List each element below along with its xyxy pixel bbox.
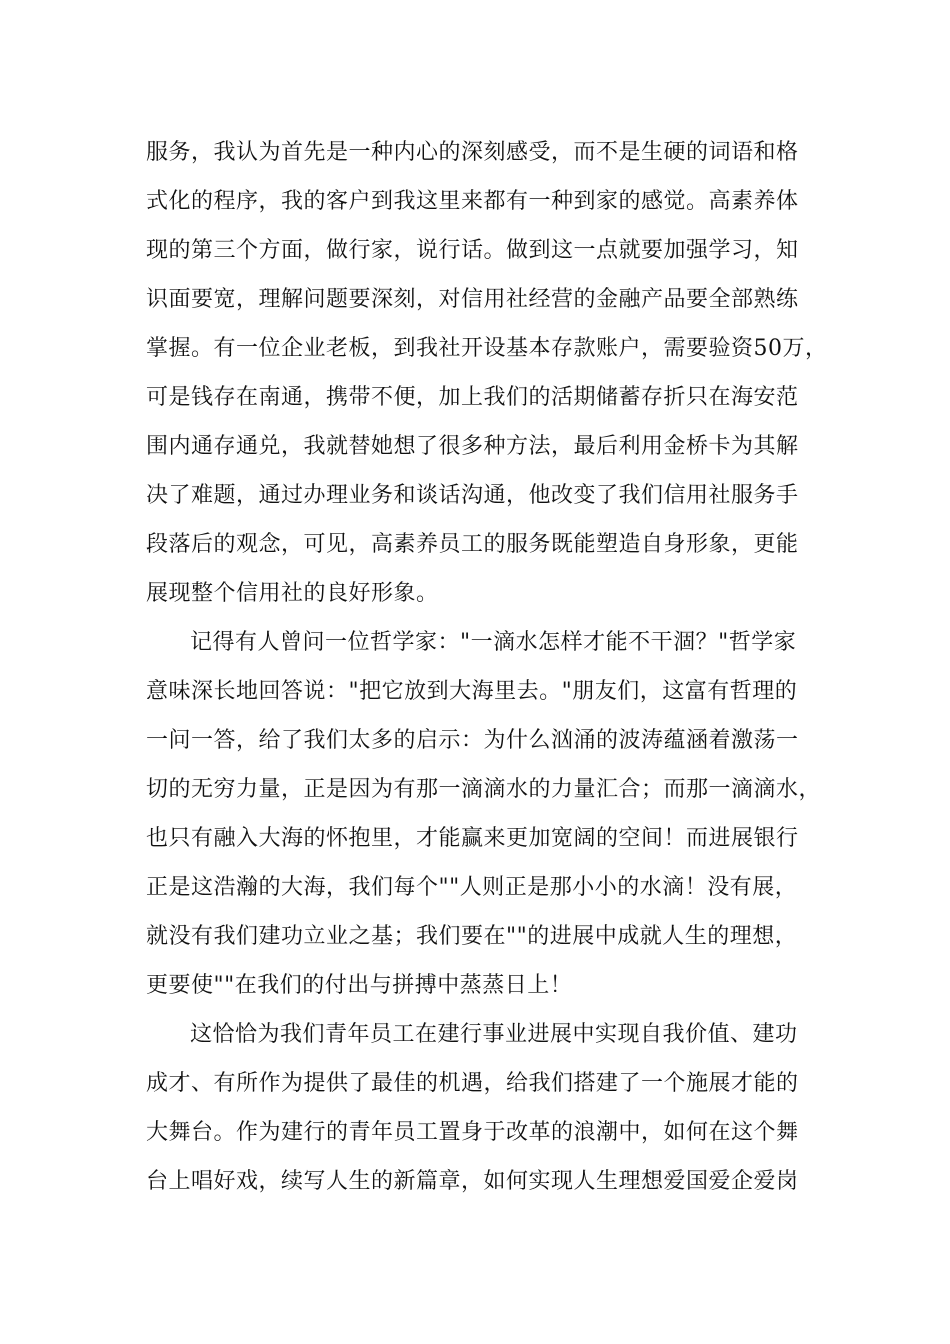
text-line: 切的无穷力量，正是因为有那一滴滴水的力量汇合；而那一滴滴水，: [146, 777, 822, 802]
paragraph-1: [146, 128, 828, 618]
text-line: 围内通存通兑，我就替她想了很多种方法，最后利用金桥卡为其解: [146, 434, 799, 459]
text-line: 决了难题，通过办理业务和谈话沟通，他改变了我们信用社服务手: [146, 483, 799, 508]
paragraph-2: [146, 618, 822, 1010]
text-line: 展现整个信用社的良好形象。: [146, 581, 439, 606]
text-line: 意味深长地回答说："把它放到大海里去。"朋友们，这富有哲理的: [146, 679, 798, 704]
text-line: 也只有融入大海的怀抱里，才能赢来更加宽阔的空间！而进展银行: [146, 826, 799, 851]
text-line: 段落后的观念，可见，高素养员工的服务既能塑造自身形象，更能: [146, 532, 799, 557]
text-line: 正是这浩瀚的大海，我们每个""人则正是那小小的水滴！没有展，: [146, 875, 798, 900]
text-line: 服务，我认为首先是一种内心的深刻感受，而不是生硬的词语和格: [146, 140, 799, 165]
text-line: 大舞台。作为建行的青年员工置身于改革的浪潮中，如何在这个舞: [146, 1120, 799, 1145]
text-line: 一问一答，给了我们太多的启示：为什么汹涌的波涛蕴涵着激荡一: [146, 728, 799, 753]
text-line: 记得有人曾问一位哲学家："一滴水怎样才能不干涸？"哲学家: [190, 630, 797, 655]
text-line: 识面要宽，理解问题要深刻，对信用社经营的金融产品要全部熟练: [146, 287, 799, 312]
text-line: 成才、有所作为提供了最佳的机遇，给我们搭建了一个施展才能的: [146, 1071, 799, 1096]
paragraph-3: [146, 1010, 810, 1206]
document-body: [146, 128, 828, 1206]
text-line: 现的第三个方面，做行家，说行话。做到这一点就要加强学习，知: [146, 238, 799, 263]
text-line: 式化的程序，我的客户到我这里来都有一种到家的感觉。高素养体: [146, 189, 799, 214]
text-line: 就没有我们建功立业之基；我们要在""的进展中成就人生的理想，: [146, 924, 798, 949]
text-line: 掌握。有一位企业老板，到我社开设基本存款账户，需要验资50万，: [146, 336, 828, 361]
text-line: 可是钱存在南通，携带不便，加上我们的活期储蓄存折只在海安范: [146, 385, 799, 410]
text-line: 这恰恰为我们青年员工在建行事业进展中实现自我价值、建功: [190, 1022, 798, 1047]
text-line: 更要使""在我们的付出与拼搏中蒸蒸日上！: [146, 973, 573, 998]
text-line: 台上唱好戏，续写人生的新篇章，如何实现人生理想爱国爱企爱岗: [146, 1169, 799, 1194]
